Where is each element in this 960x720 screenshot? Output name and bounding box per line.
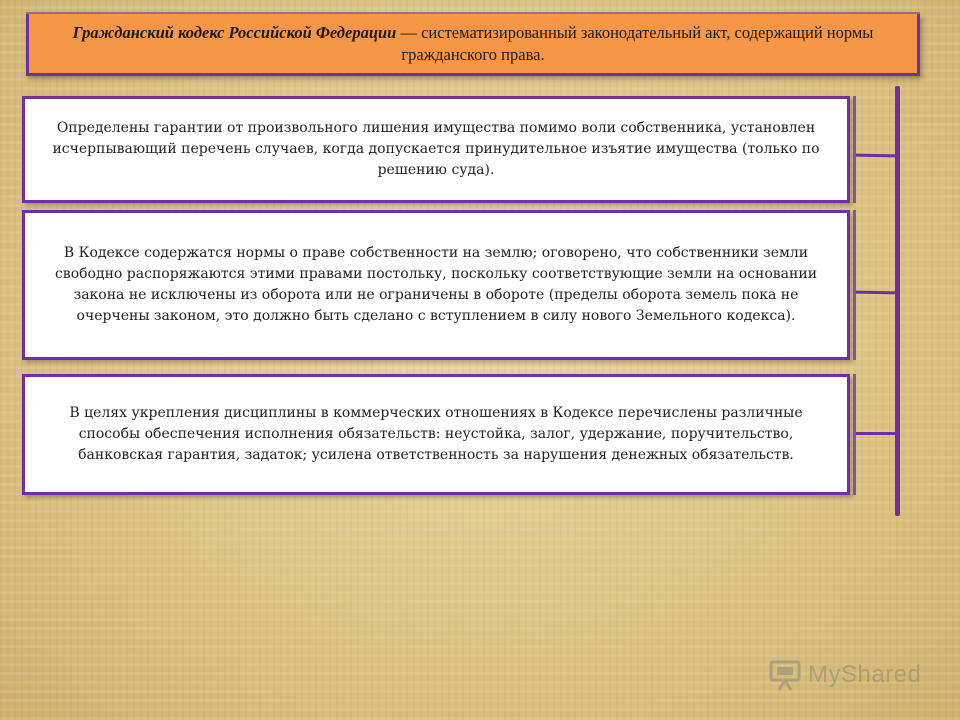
info-box-land-ownership: [22, 210, 850, 360]
box-side-edge: [853, 210, 856, 360]
header-text: [47, 22, 899, 66]
watermark-logo: [768, 655, 928, 695]
header-banner: [26, 14, 920, 76]
watermark-text: MyShared: [808, 661, 922, 688]
info-box-text: Определены гарантии от произвольного лишения имущества помимо воли собственника, установлен исчерпывающий перечень случаев, когда допускается принудительное изъятие имущества (только по решению суда).: [52, 120, 820, 178]
vertical-connector: [895, 86, 900, 516]
connector-branch-1: [856, 154, 898, 158]
connector-branch-3: [856, 432, 898, 435]
box-side-edge: [853, 374, 856, 495]
info-box-text: В целях укрепления дисциплины в коммерческих отношениях в Кодексе перечислены различные способы обеспечения исполнения обязательств: неустойка, залог, удержание, поручительство, банковская гарантия, задаток; усилена ответственность за нарушения денежных обязательств.: [69, 405, 803, 463]
connector-branch-2: [856, 291, 898, 295]
header-title-rest: — систематизированный законодательный акт, содержащий нормы гражданского права.: [396, 22, 874, 64]
info-box-obligation-security: [22, 374, 850, 495]
box-side-edge: [853, 96, 856, 203]
info-box-property-guarantees: [22, 96, 850, 203]
info-box-text: В Кодексе содержатся нормы о праве собственности на землю; оговорено, что собственники земли свободно распоряжаются этими правами постольку, поскольку соответствующие земли на основании закона не исключены из оборота или не ограничены в обороте (пределы оборота земель пока не очерчены законом, это должно быть сделано с вступлением в силу нового Земельного кодекса).: [54, 245, 818, 324]
presentation-board-icon: [768, 658, 804, 692]
header-title-bold: Гражданский кодекс Российской Федерации: [72, 22, 397, 42]
